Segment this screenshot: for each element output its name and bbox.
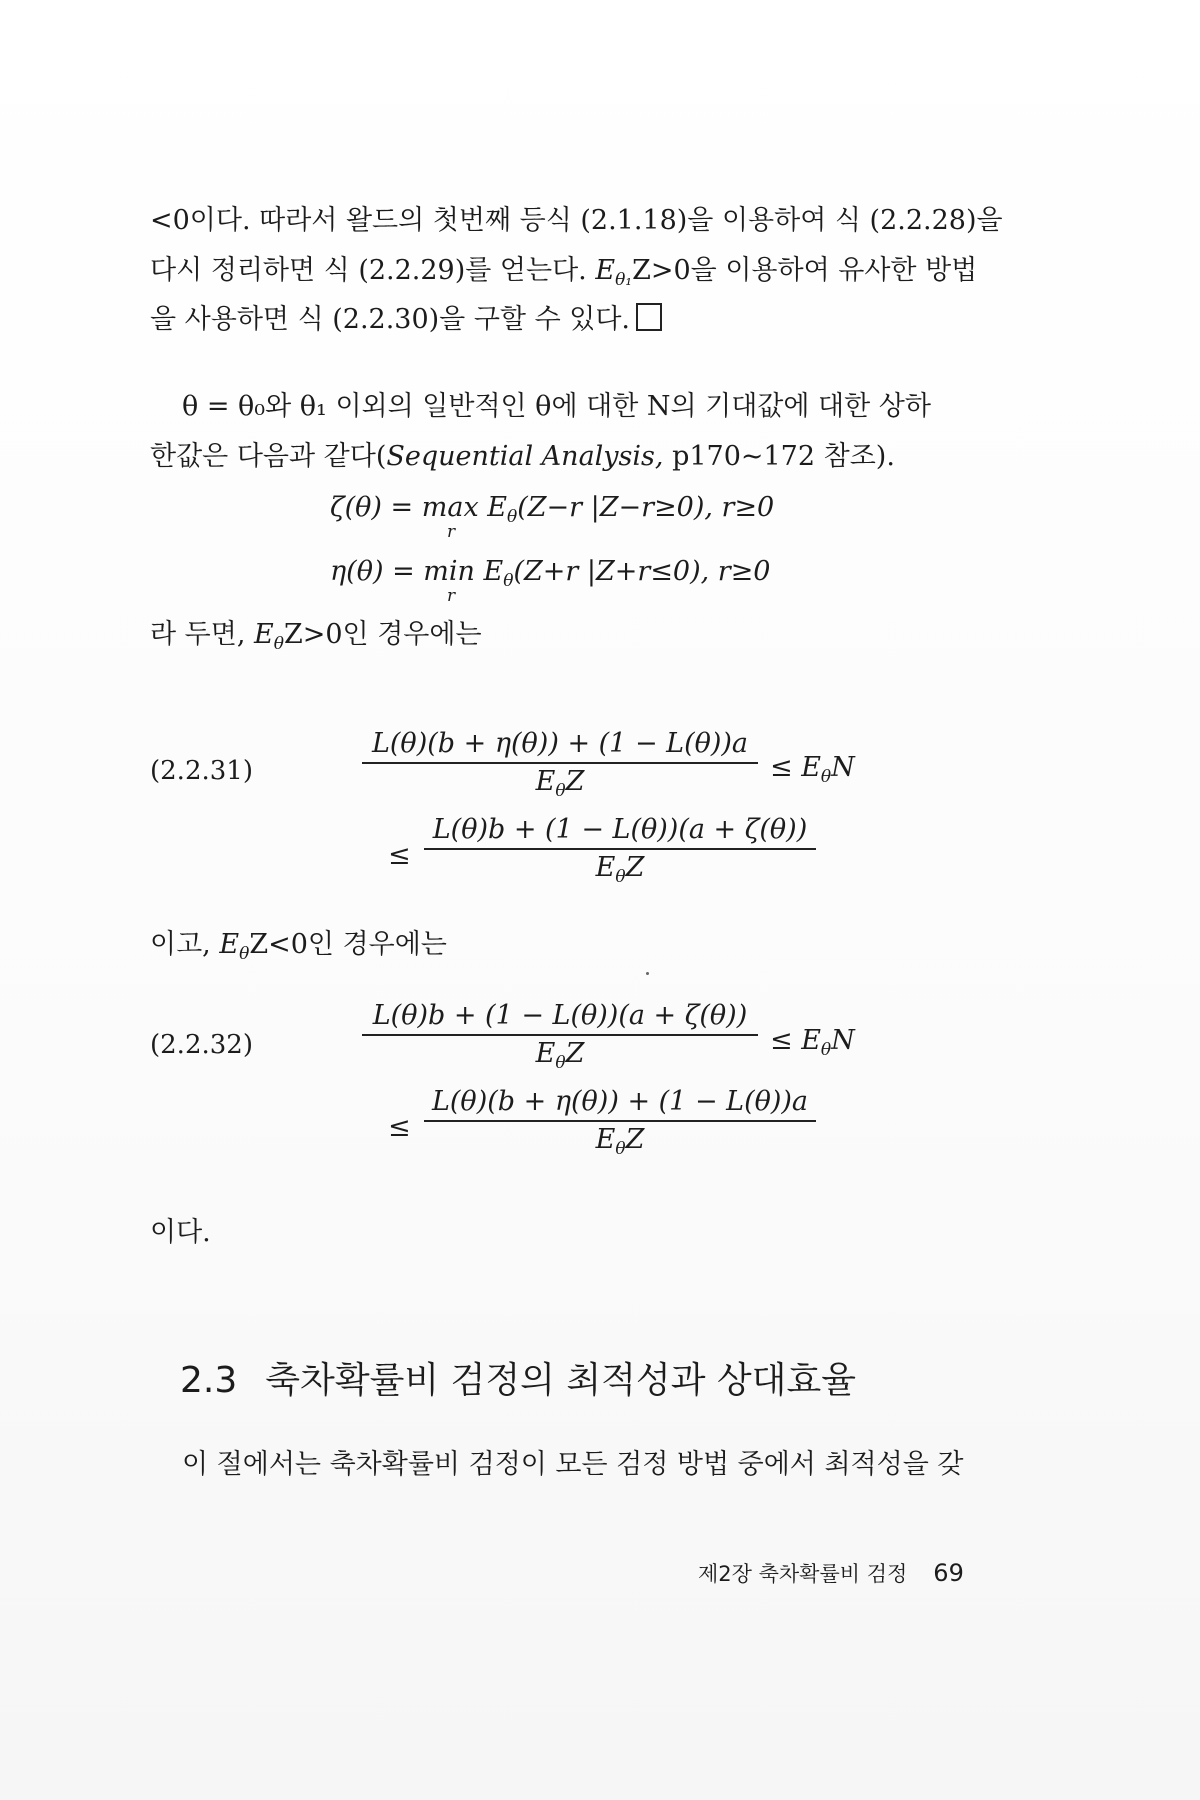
eta-definition-rhs: (Z+r |Z+r≤0), r≥0 [513,556,771,587]
eq31-upper-bound: ≤ $E_\theta N$ [770,752,855,787]
paragraph1-line3 [150,303,662,337]
paragraph2-line2 [150,440,895,474]
zeta-definition-rhs: (Z−r |Z−r≥0), r≥0 [517,492,775,523]
paragraph1-line2-text-a: 다시 정리하면 식 (2.2.29)를 얻는다. [150,255,596,286]
eq31-fraction-1 [362,728,758,801]
section-title: 축차확률비 검정의 최적성과 상대효율 [265,1360,857,1401]
paragraph1-line3-text: 을 사용하면 식 (2.2.30)을 구할 수 있다. [150,304,631,335]
eta-min-index: r [447,586,456,606]
zeta-theta-subscript: θ [506,507,518,527]
case2-expectation-subscript: θ [239,944,250,964]
equation-number-2-2-31: (2.2.31) [150,756,253,786]
section-body-line1: 이 절에서는 축차확률비 검정이 모든 검정 방법 중에서 최적성을 갖 [182,1449,964,1480]
eq31-denominator-2: $E_\theta Z$ [595,852,645,887]
case2-intro-b: Z<0인 경우에는 [249,929,447,960]
case2-intro [150,928,447,971]
zeta-definition [330,492,774,527]
closing-text: 이다. [150,1217,211,1248]
zeta-definition-lhs: ζ(θ) = max E [330,492,507,523]
qed-box-icon [636,303,662,331]
paragraph1-line1: <0이다. 따라서 왈드의 첫번째 등식 (2.1.18)을 이용하여 식 (2.2.28)을 [150,205,1003,236]
equation-number-2-2-32: (2.2.32) [150,1030,253,1060]
eq32-denominator-1: $E_\theta Z$ [535,1038,585,1073]
expectation-symbol: E [595,255,616,286]
expectation-subscript: θ₁ [615,270,633,290]
paragraph2-line1: θ = θ₀와 θ₁ 이외의 일반적인 θ에 대한 N의 기대값에 대한 상하 [182,391,931,422]
paragraph1-line2 [150,254,977,297]
eq32-fraction-2 [424,1086,816,1159]
section-number: 2.3 [180,1360,238,1401]
case2-intro-a: 이고, [150,929,220,960]
page-footer [698,1558,964,1588]
eq32-le-sign: ≤ [388,1112,411,1143]
section-heading [180,1352,856,1403]
eq31-numerator-1: L(θ)(b + η(θ)) + (1 − L(θ))a [362,728,758,764]
case1-intro-b: Z>0인 경우에는 [283,619,482,650]
case2-expectation: E [219,929,240,960]
reference-title: Sequential Analysis, [386,441,664,472]
running-chapter-title: 제2장 축차확률비 검정 [698,1562,908,1586]
eq31-fraction-2 [424,814,816,887]
eq32-denominator-2: $E_\theta Z$ [595,1124,645,1159]
zeta-max-index: r [447,522,456,542]
case1-intro-a: 라 두면, [150,619,254,650]
eta-definition [330,556,770,591]
case1-expectation: E [254,619,274,650]
case1-intro [150,618,482,661]
case1-expectation-subscript: θ [273,634,284,654]
page-number: 69 [933,1559,964,1587]
paragraph2-line2-text-a: 한값은 다음과 같다( [150,441,387,472]
eq32-numerator-2: L(θ)(b + η(θ)) + (1 − L(θ))a [424,1086,816,1122]
eq31-le-sign: ≤ [388,840,411,871]
eq32-numerator-1: L(θ)b + (1 − L(θ))(a + ζ(θ)) [362,1000,758,1036]
eta-theta-subscript: θ [503,571,514,591]
eq32-fraction-1 [362,1000,758,1073]
eq31-numerator-2: L(θ)b + (1 − L(θ))(a + ζ(θ)) [424,814,816,850]
paragraph2-line2-text-b: p170~172 참조). [663,441,895,472]
eta-definition-lhs: η(θ) = min E [330,556,504,587]
eq31-denominator-1: $E_\theta Z$ [535,766,585,801]
eq32-upper-bound: ≤ $E_\theta N$ [770,1025,855,1060]
paragraph1-line2-text-b: Z>0을 이용하여 유사한 방법 [632,255,978,286]
ink-speck [646,972,649,975]
